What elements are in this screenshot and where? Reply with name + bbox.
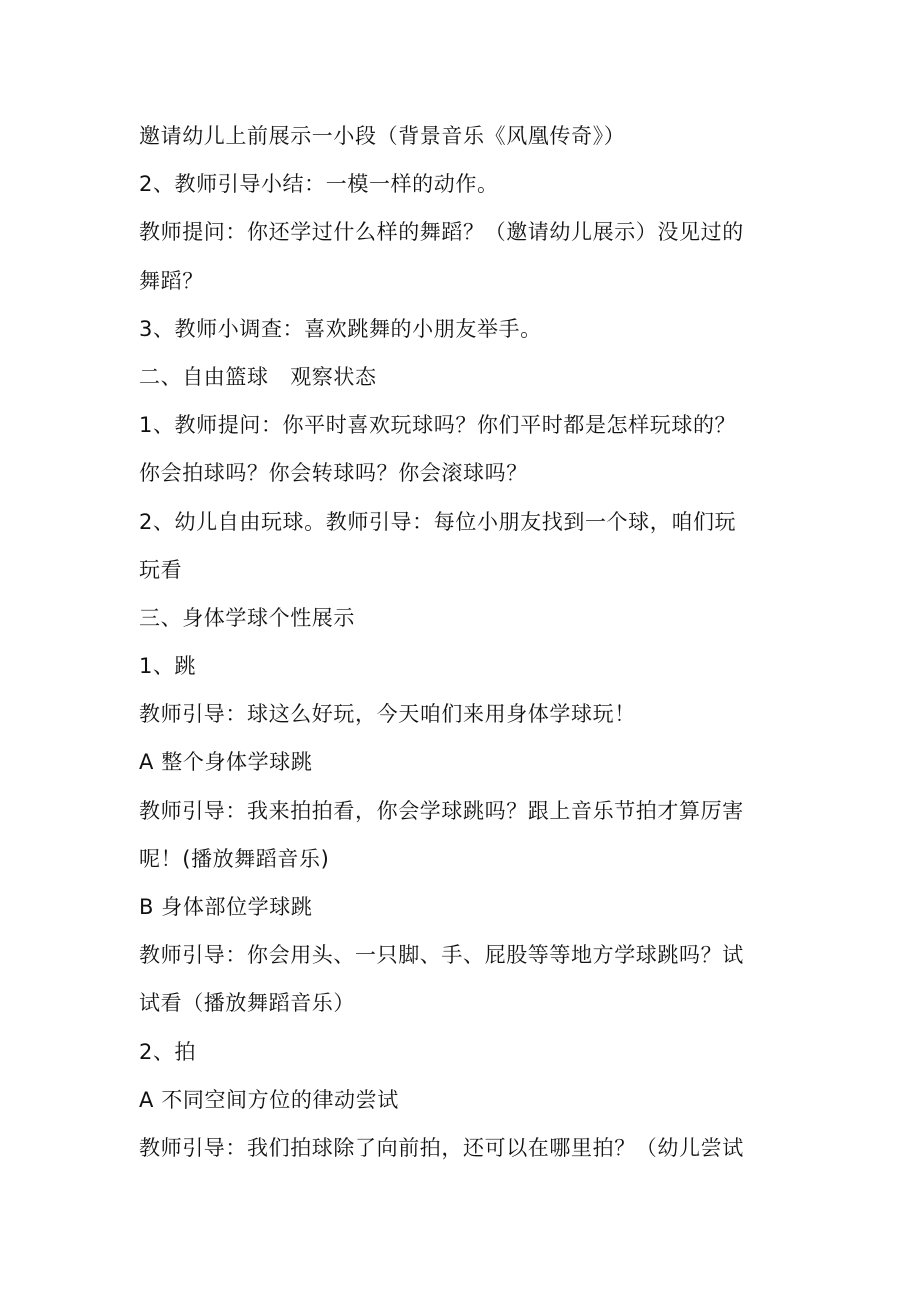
text-line: 2、幼儿自由玩球。教师引导：每位小朋友找到一个球，咱们玩	[139, 509, 737, 534]
text-line: 试看（播放舞蹈音乐）	[139, 991, 355, 1016]
text-line: 舞蹈？	[139, 268, 204, 293]
text-line: 3、教师小调查：喜欢跳舞的小朋友举手。	[139, 316, 542, 341]
subsection-heading: B 身体部位学球跳	[139, 895, 313, 919]
text-line: 玩看	[139, 557, 183, 582]
text-line: 教师引导：我们拍球除了向前拍，还可以在哪里拍？（幼儿尝试	[139, 1135, 744, 1160]
text-line: 2、教师引导小结：一模一样的动作。	[139, 172, 499, 197]
subsection-heading: A 整个身体学球跳	[139, 750, 313, 775]
text-line: 呢！(播放舞蹈音乐)	[139, 846, 330, 871]
subsection-heading: A 不同空间方位的律动尝试	[139, 1087, 399, 1112]
text-line: 邀请幼儿上前展示一小段（背景音乐《风凰传奇》）	[139, 124, 626, 148]
text-line: 你会拍球吗？你会转球吗？你会滚球吗？	[139, 461, 528, 486]
section-heading: 三、身体学球个性展示	[139, 605, 355, 630]
text-line: 教师引导：你会用头、一只脚、手、屁股等等地方学球跳吗？试	[139, 943, 744, 968]
text-line: 教师引导：我来拍拍看，你会学球跳吗？跟上音乐节拍才算厉害	[139, 798, 744, 823]
text-line: 教师引导：球这么好玩，今天咱们来用身体学球玩！	[139, 702, 636, 727]
section-heading: 二、自由篮球 观察状态	[139, 364, 377, 389]
subsection-heading: 1、跳	[139, 654, 197, 679]
subsection-heading: 2、拍	[139, 1039, 197, 1064]
document-body	[139, 112, 789, 1172]
text-line: 教师提问：你还学过什么样的舞蹈？（邀请幼儿展示）没见过的	[139, 220, 744, 245]
text-line: 1、教师提问：你平时喜欢玩球吗？你们平时都是怎样玩球的？	[139, 413, 737, 438]
